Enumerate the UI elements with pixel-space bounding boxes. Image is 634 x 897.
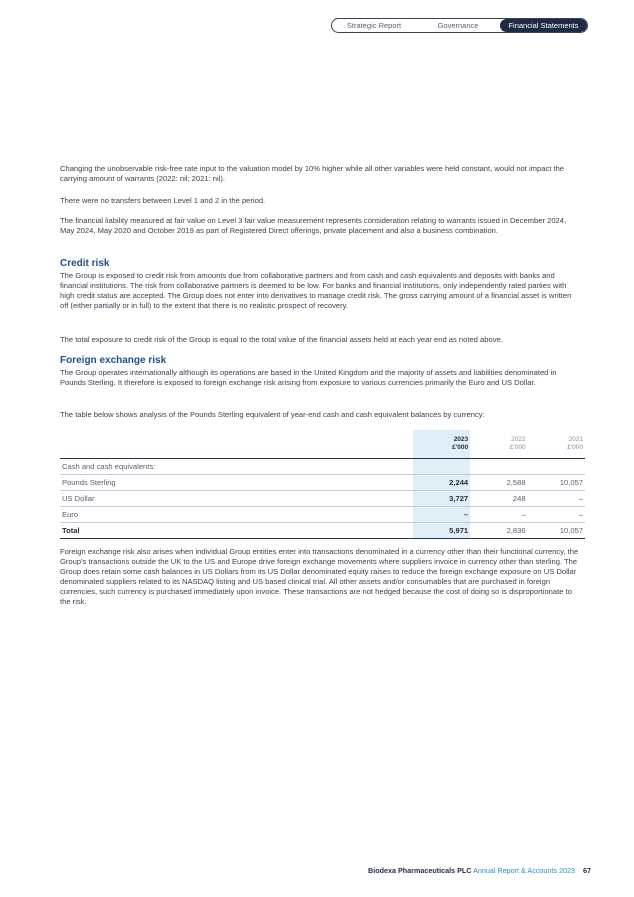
currency-table-wrap [60, 430, 585, 539]
cell-value: – [413, 507, 470, 523]
credit-exposure-paragraph: The total exposure to credit risk of the Group is equal to the total value of the financial assets held at each year end as noted above. [60, 335, 503, 344]
credit-exposure-note [60, 335, 580, 345]
fair-value-notes [60, 164, 580, 184]
header-year: 2023 [453, 436, 469, 443]
fx-risk-heading: Foreign exchange risk [60, 355, 167, 366]
cell-blank [528, 459, 585, 475]
header-2021 [528, 430, 585, 459]
table-row [60, 507, 585, 523]
cell-blank [413, 459, 470, 475]
row-label: Euro [60, 507, 413, 523]
credit-risk-section [60, 258, 580, 311]
paragraph-level3: The financial liability measured at fair value on Level 3 fair value measurement represents consideration relating to warrants issued in December 2024, May 2024, May 2020 and October 2019 as part of Registered Direct offerings, private placement and also a business combination. [60, 216, 567, 235]
fx-table-intro-paragraph: The table below shows analysis of the Pounds Sterling equivalent of year-end cash and cash equivalent balances by currency: [60, 410, 485, 419]
table-row [60, 459, 585, 475]
row-label: Pounds Sterling [60, 475, 413, 491]
paragraph-risk-free-rate: Changing the unobservable risk-free rate input to the valuation model by 10% higher while all other variables were held constant, would not impact the carrying amount of warrants (2022: nil; 2021: nil). [60, 164, 565, 183]
section-label: Cash and cash equivalents: [60, 459, 413, 475]
cell-value: 2,244 [413, 475, 470, 491]
tab-financial-statements[interactable]: Financial Statements [500, 19, 587, 32]
header-year: 2021 [568, 436, 583, 443]
fx-risk-closing [60, 547, 580, 607]
row-label: US Dollar [60, 491, 413, 507]
table-header-row [60, 430, 585, 459]
footer-report: Annual Report & Accounts 2023 [473, 866, 575, 875]
page-footer [368, 866, 591, 875]
fx-risk-closing-paragraph: Foreign exchange risk also arises when individual Group entities enter into transactions denominated in a currency other than their functional currency, the Group's transactions outside the UK to the US and Europe drive foreign exchange movements where suppliers invoice in currency other than sterling. The Group does retain some cash balances in US Dollars from its US Dollar denominated equity raises to reduce the foreign exchange exposure on US Dollar denominated suppliers related to its NASDAQ listing and US based clinical trial. All other assets and/or consumables that are purchased in foreign currencies, such currency is purchased immediately upon invoice. These transactions are not hedged because the cost of doing so is disproportionate to the risk. [60, 547, 579, 606]
total-row [60, 523, 585, 539]
header-year: 2022 [511, 436, 526, 443]
fx-risk-section [60, 355, 580, 388]
header-2022 [470, 430, 527, 459]
currency-table [60, 430, 585, 539]
cell-value: 3,727 [413, 491, 470, 507]
total-value: 2,836 [470, 523, 527, 539]
tab-strategic-report[interactable]: Strategic Report [346, 21, 402, 30]
total-value: 5,971 [413, 523, 470, 539]
header-unit: £'000 [509, 444, 526, 451]
table-row [60, 475, 585, 491]
level3-note [60, 216, 580, 236]
total-value: 10,057 [528, 523, 585, 539]
header-2023 [413, 430, 470, 459]
header-blank [60, 430, 413, 459]
cell-value: 2,588 [470, 475, 527, 491]
credit-risk-paragraph: The Group is exposed to credit risk from amounts due from collaborative partners and from cash and cash equivalents and deposits with banks and financial institutions. The risk from collaborative partners is deemed to be low. For banks and financial institutions, only independently rated parties with high credit status are accepted. The Group does not enter into derivatives to manage credit risk. The gross carrying amount of a financial asset is written off (either partially or in full) to the extent that there is no realistic prospect of recovery. [60, 271, 572, 310]
cell-value: 10,057 [528, 475, 585, 491]
cell-value: – [528, 507, 585, 523]
header-unit: £'000 [452, 444, 469, 451]
fx-table-intro [60, 410, 580, 420]
header-unit: £'000 [567, 444, 583, 451]
footer-company: Biodexa Pharmaceuticals PLC [368, 866, 472, 875]
total-label: Total [60, 523, 413, 539]
paragraph-transfers: There were no transfers between Level 1 and 2 in the period. [60, 196, 266, 205]
tab-governance[interactable]: Governance [437, 21, 479, 30]
cell-value: 248 [470, 491, 527, 507]
credit-risk-heading: Credit risk [60, 258, 110, 269]
transfers-note [60, 196, 580, 206]
table-row [60, 491, 585, 507]
page-number: 67 [583, 866, 591, 875]
cell-value: – [528, 491, 585, 507]
fx-risk-paragraph: The Group operates internationally although its operations are based in the United Kingdom and the majority of assets and liabilities denominated in Pounds Sterling. It therefore is exposed to foreign exchange risk arising from exposure to various currencies primarily the Euro and US Dollar. [60, 368, 557, 387]
cell-blank [470, 459, 527, 475]
cell-value: – [470, 507, 527, 523]
section-nav [331, 18, 588, 33]
